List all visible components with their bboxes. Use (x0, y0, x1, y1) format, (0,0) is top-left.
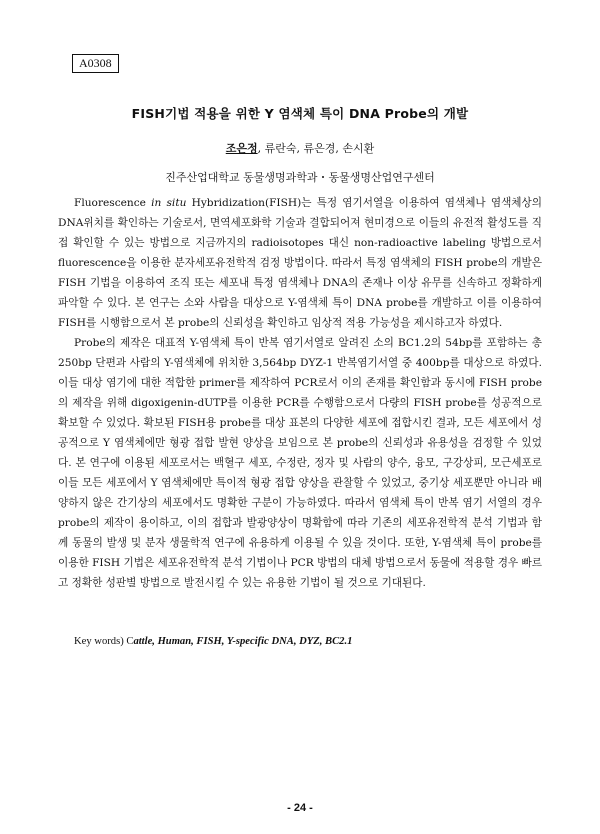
paragraph-1-italic: in situ (151, 197, 187, 209)
keywords-list: attle, Human, FISH, Y-specific DNA, DYZ, BC2.1 (133, 636, 353, 647)
paper-title: FISH기법 적용을 위한 Y 염색체 특이 DNA Probe의 개발 (131, 106, 469, 121)
keywords-line (74, 636, 352, 647)
paragraph-1-lead: Fluorescence (74, 197, 152, 209)
abstract-body (58, 193, 542, 593)
first-author: 조은정 (225, 142, 258, 155)
abstract-paragraph-2: Probe의 제작은 대표적 Y-염색체 특이 반복 염기서열로 알려진 소의 BC1.2의 54bp를 포함하는 총 250bp 단편과 사람의 Y-염색체에 위치한 3,564bp DYZ-1 반복염기서열 중 400bp를 대상으로 하였다. 이들 대상 염기에 대한 적합한 primer를 제작하여 PCR로서 이의 존재를 확인함과 동시에 FISH probe의 제작을 위해 digoxigenin-dUTP를 이용한 PCR를 수행함으로서 다량의 FISH probe를 성공적으로 확보할 수 있었다. 확보된 FISH용 probe를 대상 표본의 다양한 세포에 접합시킨 결과, 모든 세포에서 성공적으로 Y 염색체에만 형광 접합 발현 양상을 보임으로 본 probe의 신뢰성과 유용성을 검정할 수 있었다. 본 연구에 이용된 세포로서는 백혈구 세포, 수정란, 정자 및 사람의 양수, 융모, 구강상피, 모근세포로 이들 모든 세포에서 Y 염색체에만 특이적 형광 접합 양상을 관찰할 수 있었고, 중기상 세포뿐만 아니라 배양하지 않은 간기상의 세포에서도 명확한 구분이 가능하였다. 따라서 염색체 특이 반복 염기 서열의 경우 probe의 제작이 용이하고, 이의 접합과 발광양상이 명확함에 따라 기존의 세포유전학적 분석 기법과 함께 동물의 발생 및 분자 생물학적 연구에 유용하게 이용될 수 있을 것이다. 또한, Y-염색체 특이 probe를 이용한 FISH 기법은 세포유전학적 분석 기법이나 PCR 방법의 대체 방법으로서 동물에 적용할 경우 빠르고 정확한 성판별 방법으로 발전시킬 수 있는 유용한 기법이 될 것으로 기대된다. (58, 337, 542, 589)
affiliation: 진주산업대학교 동물생명과학과・동물생명산업연구센터 (165, 171, 435, 184)
paragraph-1-text: Hybridization(FISH)는 특정 염기서열을 이용하여 염색체나 염색체상의 DNA위치를 확인하는 기술로서, 면역세포화학 기술과 결합되어져 현미경으로 이들의 유전적 활성도를 직접 확인할 수 있는 방법으로 지금까지의 radioisotopes 대신 non-radioactive labeling 방법으로서 fluorescence을 이용한 분자세포유전학적 검정 방법이다. 따라서 특정 염색체의 FISH probe의 개발은 FISH 기법을 이용하여 조직 또는 세포내 특정 염색체나 DNA의 존재나 이상 유무를 신속하고 정확하게 파악할 수 있다. 본 연구는 소와 사람을 대상으로 Y-염색체 특이 DNA probe를 개발하고 이를 이용하여 FISH를 시행함으로서 본 probe의 신뢰성을 확인하고 임상적 적용 가능성을 제시하고자 하였다. (58, 197, 542, 329)
abstract-code-box: A0308 (72, 54, 119, 73)
abstract-paragraph-1 (58, 193, 542, 333)
other-authors: , 류란숙, 류은경, 손시환 (257, 142, 375, 155)
author-list (0, 140, 600, 156)
page-number: - 24 - (287, 802, 313, 814)
keywords-label: Key words) C (74, 636, 134, 647)
